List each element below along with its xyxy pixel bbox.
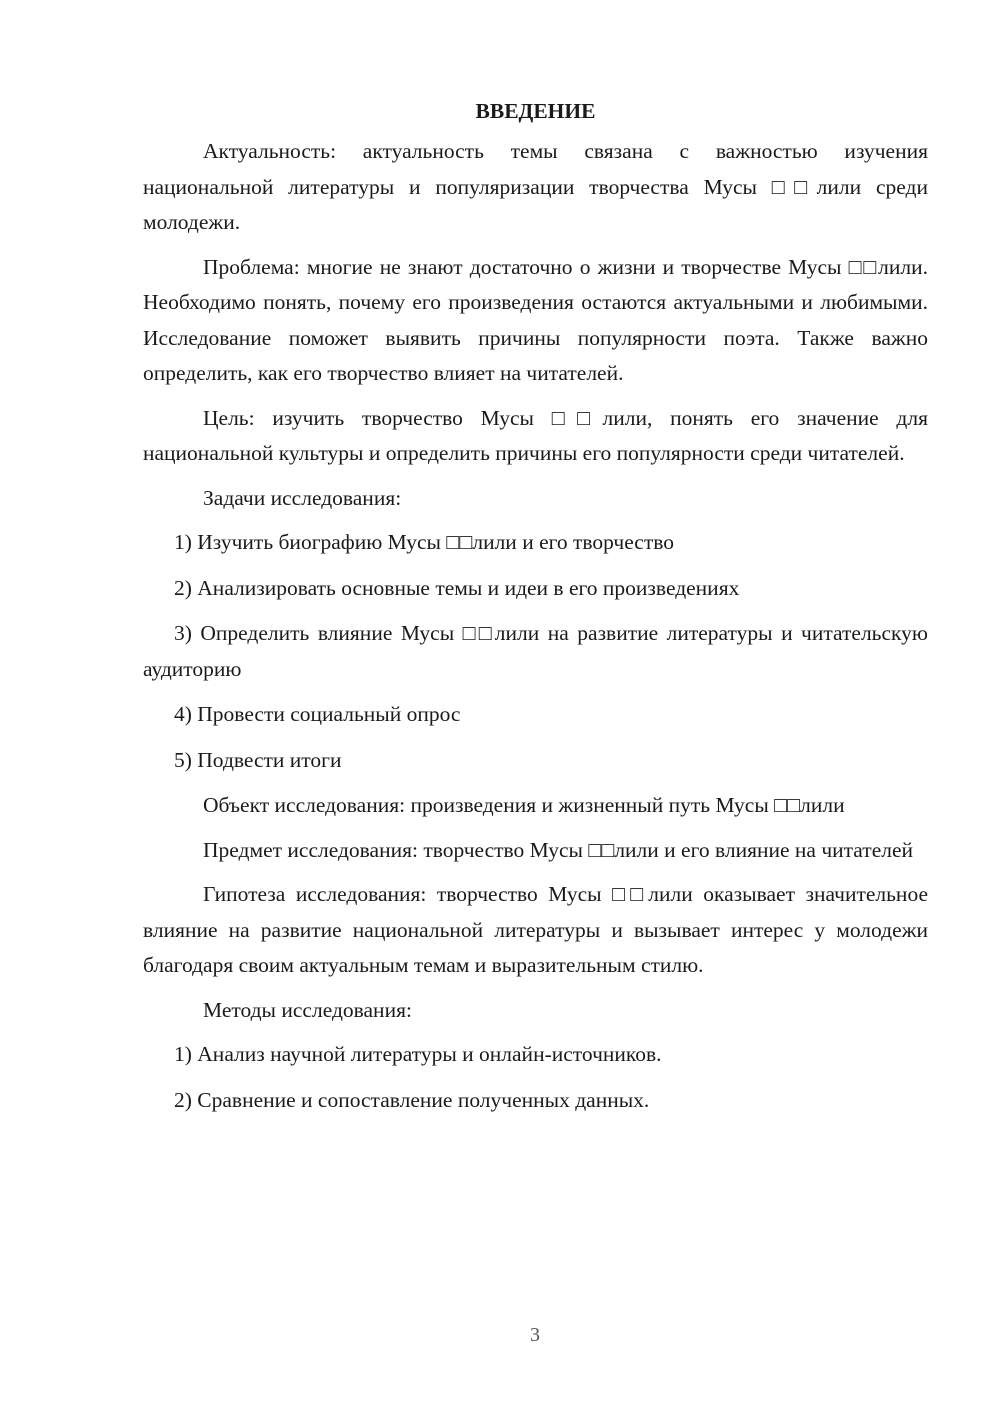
object-paragraph: Объект исследования: произведения и жизненный путь Мусы □□лили	[203, 793, 845, 817]
subject-paragraph: Предмет исследования: творчество Мусы □□лили и его влияние на читателей	[203, 837, 914, 862]
page-number: 3	[530, 1324, 540, 1346]
actuality-paragraph: Актуальность: актуальность темы связана с важностью изучения национальной литературы и популяризации творчества Мусы □□лили среди молодежи.	[143, 139, 928, 234]
task-item-3: 3) Определить влияние Мусы □□лили на развитие литературы и читательскую аудиторию	[143, 621, 928, 681]
document-page	[143, 96, 928, 1128]
methods-heading: Методы исследования:	[203, 997, 412, 1022]
task-item-5: 5) Подвести итоги	[174, 747, 342, 772]
problem-paragraph: Проблема: многие не знают достаточно о жизни и творчестве Мусы □□лили. Необходимо понять, почему его произведения остаются актуальными и любимыми. Исследование поможет выявить причины популярности поэта. Также важно определить, как его творчество влияет на читателей.	[143, 254, 928, 385]
method-item-1: 1) Анализ научной литературы и онлайн-источников.	[174, 1042, 662, 1066]
hypothesis-paragraph: Гипотеза исследования: творчество Мусы □□лили оказывает значительное влияние на развитие национальной литературы и вызывает интерес у молодежи благодаря своим актуальным темам и выразительным стилю.	[143, 882, 928, 977]
section-title: ВВЕДЕНИЕ	[475, 99, 596, 123]
task-item-2: 2) Анализировать основные темы и идеи в его произведениях	[174, 575, 740, 600]
method-item-2: 2) Сравнение и сопоставление полученных данных.	[174, 1087, 650, 1112]
task-item-4: 4) Провести социальный опрос	[174, 702, 461, 726]
goal-paragraph: Цель: изучить творчество Мусы □□лили, понять его значение для национальной культуры и определить причины его популярности среди читателей.	[143, 405, 928, 465]
tasks-heading: Задачи исследования:	[203, 485, 402, 510]
task-item-1: 1) Изучить биографию Мусы □□лили и его творчество	[174, 530, 674, 554]
